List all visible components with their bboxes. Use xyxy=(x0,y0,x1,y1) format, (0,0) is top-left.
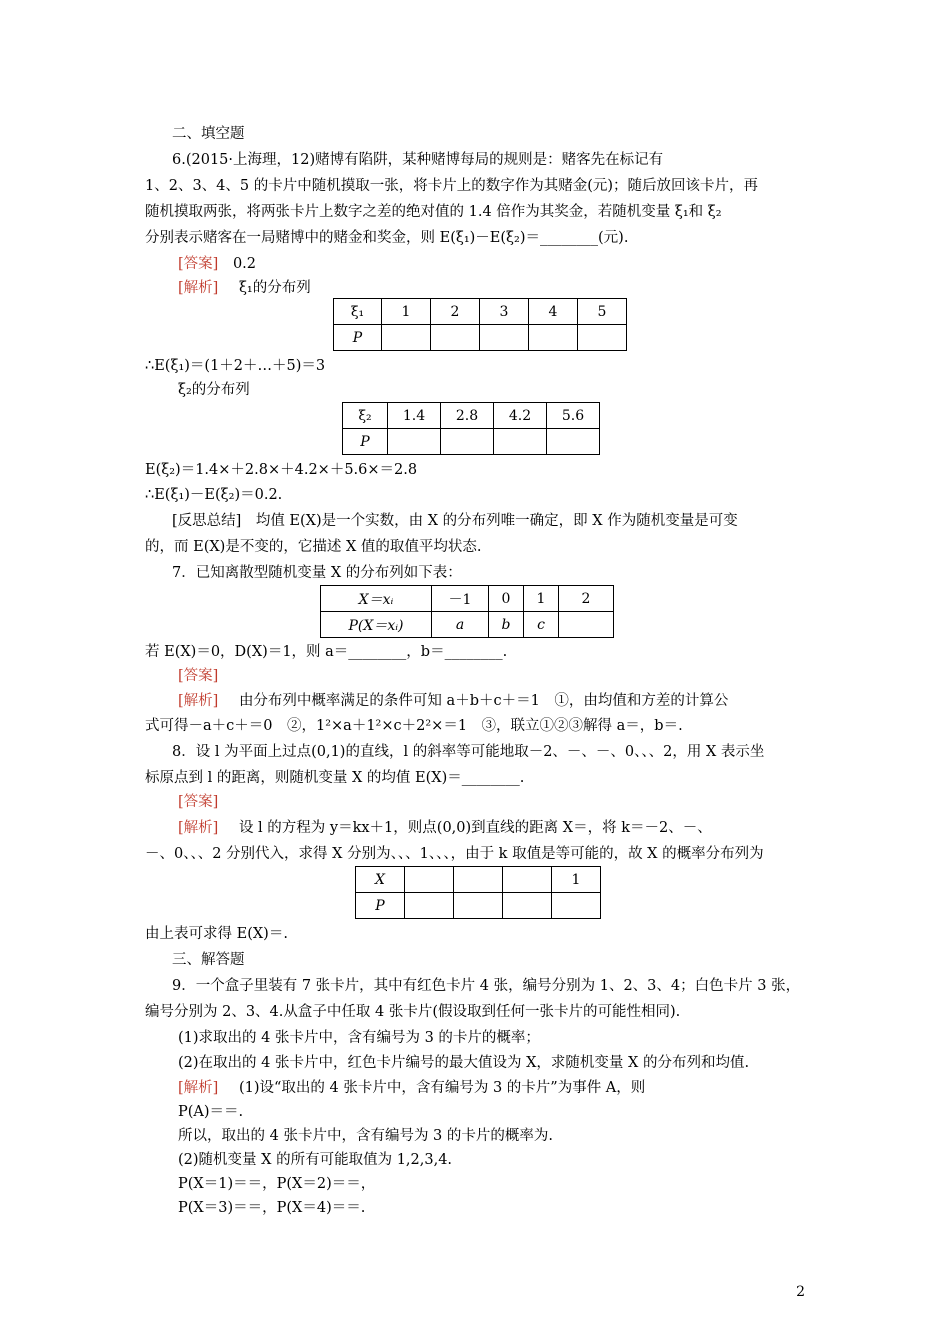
analysis-label: [解析] xyxy=(178,693,219,709)
section-heading: 二、填空题 xyxy=(172,126,245,142)
q7-line-1: 7．已知离散型随机变量 X 的分布列如下表： xyxy=(172,565,462,581)
table-cell: P xyxy=(334,325,382,351)
table-cell: P xyxy=(343,429,388,455)
table-cell: c xyxy=(524,612,559,638)
table-cell: 4 xyxy=(529,299,578,325)
table-cell xyxy=(405,893,454,919)
table-cell: a xyxy=(432,612,489,638)
table-cell: ξ₂ xyxy=(343,403,388,429)
q9-solution-6: P(X＝3)＝＝，P(X＝4)＝＝. xyxy=(178,1200,366,1216)
table-cell: 2 xyxy=(559,586,614,612)
table-row xyxy=(334,325,627,351)
q7-line-2: 若 E(X)＝0，D(X)＝1，则 a＝________，b＝________. xyxy=(145,644,508,660)
table-cell xyxy=(405,867,454,893)
q8-answer xyxy=(178,792,218,812)
table-cell xyxy=(559,612,614,638)
q8-line-2: 标原点到 l 的距离，则随机变量 X 的均值 E(X)＝________. xyxy=(145,770,525,786)
q9-line-1: 9．一个盒子里装有 7 张卡片，其中有红色卡片 4 张，编号分别为 1、2、3、4；白色卡片 3 张， xyxy=(172,978,801,994)
xi2-distribution-table xyxy=(342,402,600,455)
analysis-text: 由分布列中概率满足的条件可知 a＋b＋c＋＝1 ①，由均值和方差的计算公 xyxy=(238,693,729,709)
q9-solution-2: P(A)＝＝. xyxy=(178,1104,244,1120)
q6-e3: ∴E(ξ₁)－E(ξ₂)＝0.2. xyxy=(145,487,283,503)
q6-line-2: 1、2、3、4、5 的卡片中随机摸取一张，将卡片上的数字作为其赌金(元)；随后放回该卡片，再 xyxy=(145,178,759,194)
table-header-row xyxy=(334,299,627,325)
table-row xyxy=(321,612,614,638)
reflection-line-2: 的，而 E(X)是不变的，它描述 X 值的取值平均状态. xyxy=(145,539,482,555)
table-header-row xyxy=(356,867,601,893)
table-cell: 1 xyxy=(552,867,601,893)
q9-part-1: (1)求取出的 4 张卡片中，含有编号为 3 的卡片的概率； xyxy=(178,1030,540,1046)
q6-analysis xyxy=(178,278,311,298)
q7-distribution-table xyxy=(320,585,614,638)
table-cell: 3 xyxy=(480,299,529,325)
table-cell: 1 xyxy=(524,586,559,612)
q9-part-2: (2)在取出的 4 张卡片中，红色卡片编号的最大值设为 X，求随机变量 X 的分布列和均值. xyxy=(178,1055,750,1071)
table-cell xyxy=(480,325,529,351)
q7-analysis-1 xyxy=(178,691,728,711)
q6-line-4: 分别表示赌客在一局赌博中的赌金和奖金，则 E(ξ₁)－E(ξ₂)＝________(元). xyxy=(145,230,629,246)
answer-label: [答案] xyxy=(178,256,219,272)
table-cell: 0 xyxy=(489,586,524,612)
table-cell xyxy=(382,325,431,351)
page-number: 2 xyxy=(796,1284,805,1300)
analysis-text: ξ₁的分布列 xyxy=(238,280,311,296)
q9-line-2: 编号分别为 2、3、4.从盒子中任取 4 张卡片(假设取到任何一张卡片的可能性相同). xyxy=(145,1004,681,1020)
q8-analysis-2: －、0、、、2 分别代入，求得 X 分别为、、、1、、、，由于 k 取值是等可能的，故 X 的概率分布列为 xyxy=(145,846,764,862)
analysis-label: [解析] xyxy=(178,1080,219,1096)
q7-analysis-2: 式可得－a＋c＋＝0 ②，1²×a＋1²×c＋2²×＝1 ③，联立①②③解得 a＝，b＝. xyxy=(145,718,683,734)
q9-solution-5: P(X＝1)＝＝，P(X＝2)＝＝， xyxy=(178,1176,376,1192)
table-cell: 1 xyxy=(382,299,431,325)
table-row xyxy=(356,893,601,919)
table-cell xyxy=(388,429,441,455)
reflection-line-1: [反思总结] 均值 E(X)是一个实数，由 X 的分布列唯一确定，即 X 作为随机变量是可变 xyxy=(172,513,738,529)
analysis-label: [解析] xyxy=(178,820,219,836)
table-cell xyxy=(441,429,494,455)
analysis-label: [解析] xyxy=(178,280,219,296)
table-cell: 2 xyxy=(431,299,480,325)
q8-distribution-table xyxy=(355,866,601,919)
table-cell xyxy=(431,325,480,351)
q8-line-3: 由上表可求得 E(X)＝. xyxy=(145,926,288,942)
answer-value: 0.2 xyxy=(232,256,256,272)
q8-line-1: 8．设 l 为平面上过点(0,1)的直线，l 的斜率等可能地取－2、－、－、0、、、2，用 X 表示坐 xyxy=(172,744,765,760)
table-cell: 1.4 xyxy=(388,403,441,429)
answer-label: [答案] xyxy=(178,794,219,810)
table-cell: 2.8 xyxy=(441,403,494,429)
table-cell: 5 xyxy=(578,299,627,325)
table-cell xyxy=(454,867,503,893)
table-cell: P xyxy=(356,893,405,919)
q9-solution-3: 所以，取出的 4 张卡片中，含有编号为 3 的卡片的概率为. xyxy=(178,1128,553,1144)
table-cell xyxy=(454,893,503,919)
analysis-text: 设 l 的方程为 y＝kx＋1，则点(0,0)到直线的距离 X＝，将 k＝－2、－、 xyxy=(238,820,712,836)
table-cell xyxy=(494,429,547,455)
q9-analysis xyxy=(178,1078,645,1098)
table-header-row xyxy=(343,403,600,429)
q6-line-3: 随机摸取两张，将两张卡片上数字之差的绝对值的 1.4 倍作为其奖金，若随机变量 ξ₁和 ξ₂ xyxy=(145,204,722,220)
q6-e2: E(ξ₂)＝1.4×＋2.8×＋4.2×＋5.6×＝2.8 xyxy=(145,462,418,478)
answer-label: [答案] xyxy=(178,668,219,684)
table-cell xyxy=(503,867,552,893)
table-cell: 5.6 xyxy=(547,403,600,429)
q6-answer xyxy=(178,254,256,274)
q6-xi2-title: ξ₂的分布列 xyxy=(178,382,250,398)
q6-line-1: 6.(2015·上海理，12)赌博有陷阱，某种赌博每局的规则是：赌客先在标记有 xyxy=(172,152,664,168)
table-cell: P(X＝xᵢ) xyxy=(321,612,432,638)
analysis-text: (1)设“取出的 4 张卡片中，含有编号为 3 的卡片”为事件 A，则 xyxy=(238,1080,646,1096)
table-cell xyxy=(578,325,627,351)
q6-e1: ∴E(ξ₁)＝(1＋2＋…＋5)＝3 xyxy=(145,358,326,374)
table-cell xyxy=(503,893,552,919)
section-heading: 三、解答题 xyxy=(172,952,245,968)
q7-answer xyxy=(178,666,218,686)
table-header-row xyxy=(321,586,614,612)
xi1-distribution-table xyxy=(333,298,627,351)
table-cell xyxy=(552,893,601,919)
table-cell: X xyxy=(356,867,405,893)
q9-solution-4: (2)随机变量 X 的所有可能取值为 1,2,3,4. xyxy=(178,1152,453,1168)
table-cell xyxy=(547,429,600,455)
table-cell: b xyxy=(489,612,524,638)
table-cell: －1 xyxy=(432,586,489,612)
table-cell xyxy=(529,325,578,351)
table-cell: 4.2 xyxy=(494,403,547,429)
table-row xyxy=(343,429,600,455)
q8-analysis-1 xyxy=(178,818,712,838)
table-cell: X＝xᵢ xyxy=(321,586,432,612)
table-cell: ξ₁ xyxy=(334,299,382,325)
